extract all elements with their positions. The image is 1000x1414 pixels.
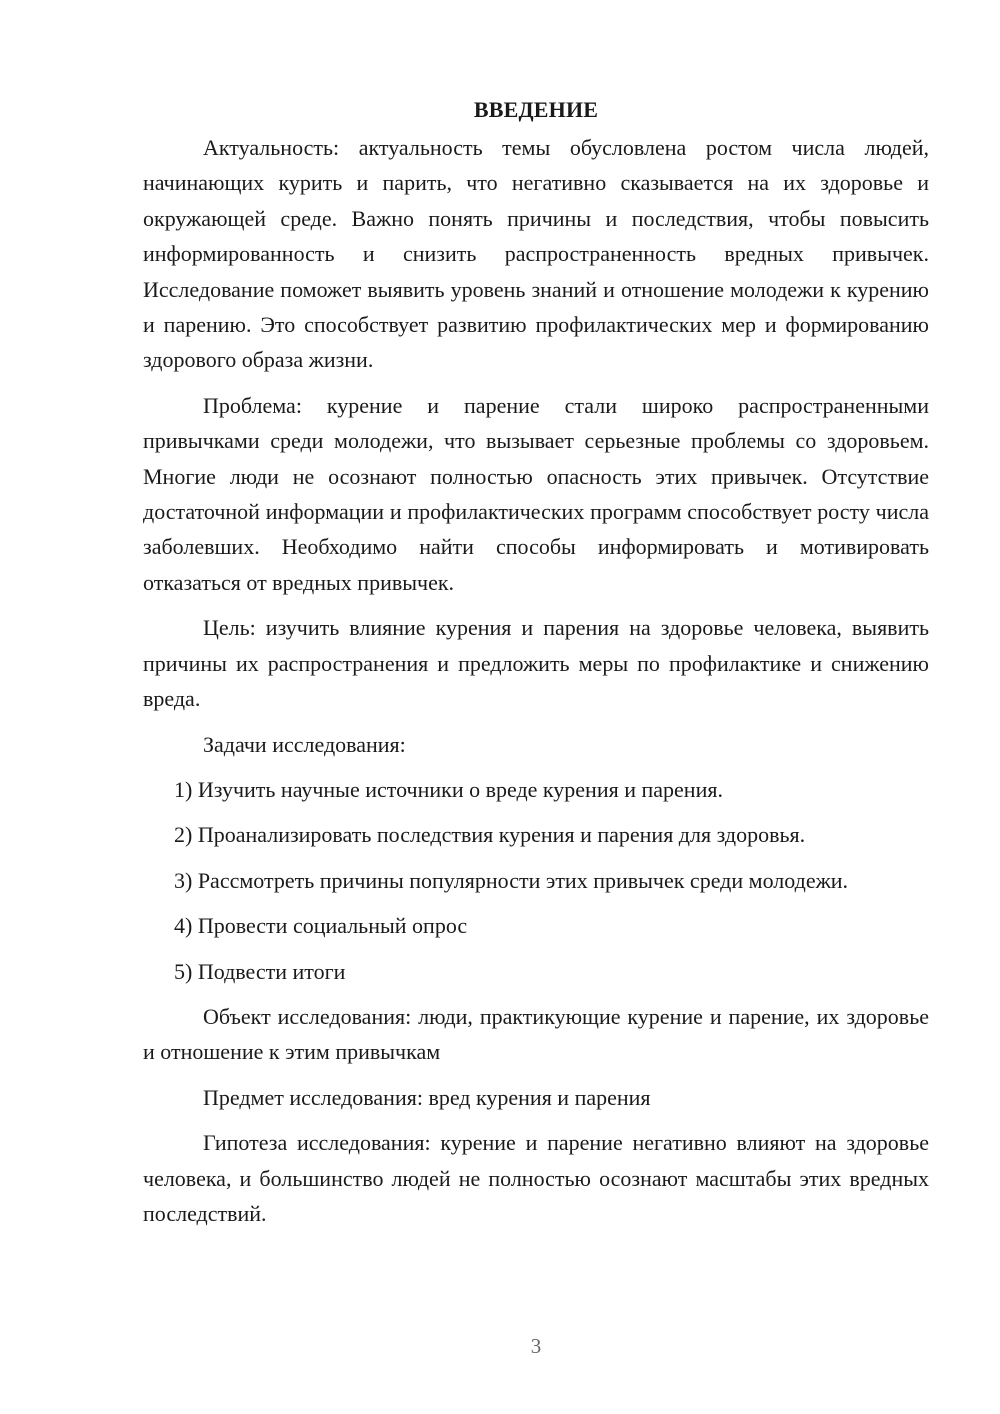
paragraph-problem: Проблема: курение и парение стали широко распространенными привычками среди молодежи, что вызывает серьезные проблемы со здоровьем. Многие люди не осознают полностью опасность этих привычек. Отсутствие достаточной информации и профилактических программ способствует росту числа заболевших. Необходимо найти способы информировать и мотивировать отказаться от вредных привычек.: [143, 392, 929, 595]
paragraph-goal: Цель: изучить влияние курения и парения на здоровье человека, выявить причины их распространения и предложить меры по профилактике и снижению вреда.: [143, 615, 929, 712]
task-item-3: 3) Рассмотреть причины популярности этих привычек среди молодежи.: [174, 867, 849, 893]
paragraph-subject: Предмет исследования: вред курения и парения: [203, 1084, 651, 1110]
task-item-2: 2) Проанализировать последствия курения и парения для здоровья.: [174, 822, 806, 848]
tasks-heading: Задачи исследования:: [203, 731, 406, 757]
document-page: [143, 94, 929, 1241]
paragraph-relevance: Актуальность: актуальность темы обусловлена ростом числа людей, начинающих курить и парить, что негативно сказывается на их здоровье и окружающей среде. Важно понять причины и последствия, чтобы повысить информированность и снизить распространенность вредных привычек. Исследование поможет выявить уровень знаний и отношение молодежи к курению и парению. Это способствует развитию профилактических мер и формированию здорового образа жизни.: [143, 135, 929, 373]
task-item-5: 5) Подвести итоги: [174, 958, 346, 984]
paragraph-hypothesis: Гипотеза исследования: курение и парение негативно влияют на здоровье человека, и большинство людей не полностью осознают масштабы этих вредных последствий.: [143, 1130, 929, 1226]
task-item-4: 4) Провести социальный опрос: [174, 913, 468, 939]
paragraph-object: Объект исследования: люди, практикующие курение и парение, их здоровье и отношение к этим привычкам: [143, 1003, 929, 1065]
page-number: 3: [530, 1334, 542, 1358]
task-item-1: 1) Изучить научные источники о вреде курения и парения.: [174, 776, 723, 802]
section-title: ВВЕДЕНИЕ: [473, 97, 599, 122]
